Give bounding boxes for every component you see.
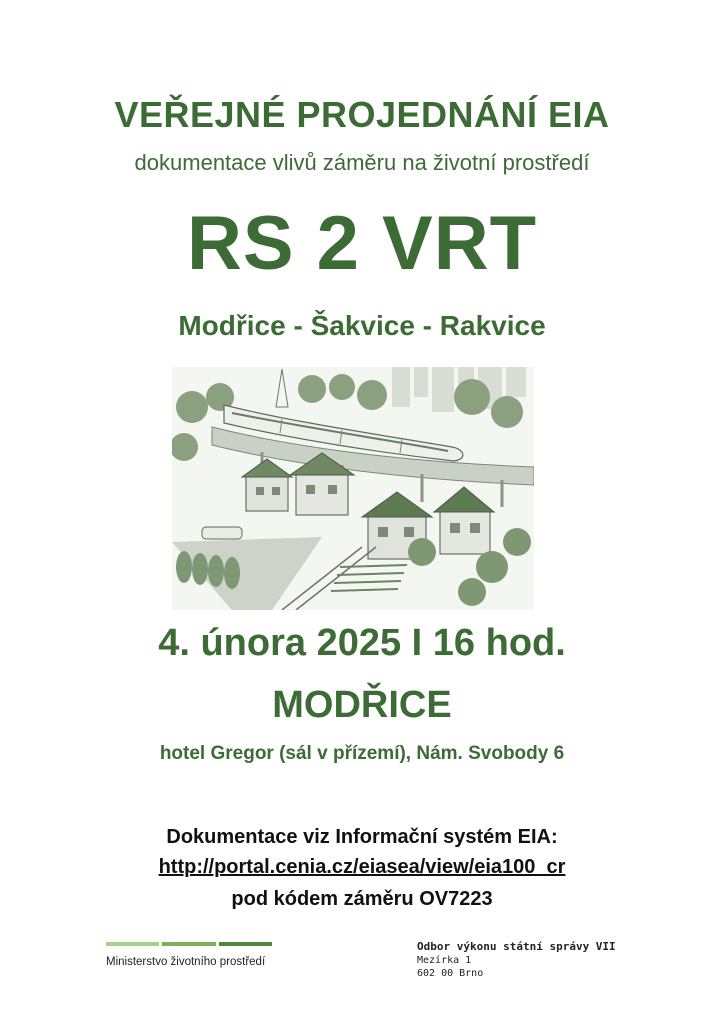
train-suburb-illustration [172,367,534,610]
department-name: Odbor výkonu státní správy VII [417,940,616,953]
poster-subtitle: dokumentace vlivů záměru na životní prostředí [134,150,590,175]
project-name: RS 2 VRT [186,201,538,286]
department-street: Mezírka 1 [417,955,472,966]
ministry-logo [106,942,272,968]
event-date: 4. února 2025 I 16 hod. [158,622,566,664]
department-address [417,940,616,979]
project-route: Modřice - Šakvice - Rakvice [178,310,546,341]
ministry-name: Ministerstvo životního prostředí [106,956,266,968]
documentation-intro: Dokumentace viz Informační systém EIA: [166,826,558,848]
event-venue: hotel Gregor (sál v přízemí), Nám. Svobody 6 [159,743,565,764]
poster-title: VEŘEJNÉ PROJEDNÁNÍ EIA [114,94,610,135]
documentation-link[interactable]: http://portal.cenia.cz/eiasea/view/eia100_cr [158,856,566,878]
project-code: pod kódem záměru OV7223 [231,888,493,910]
department-city: 602 00 Brno [417,968,484,979]
event-place: MODŘICE [272,684,452,726]
ministry-color-bars [106,942,272,946]
